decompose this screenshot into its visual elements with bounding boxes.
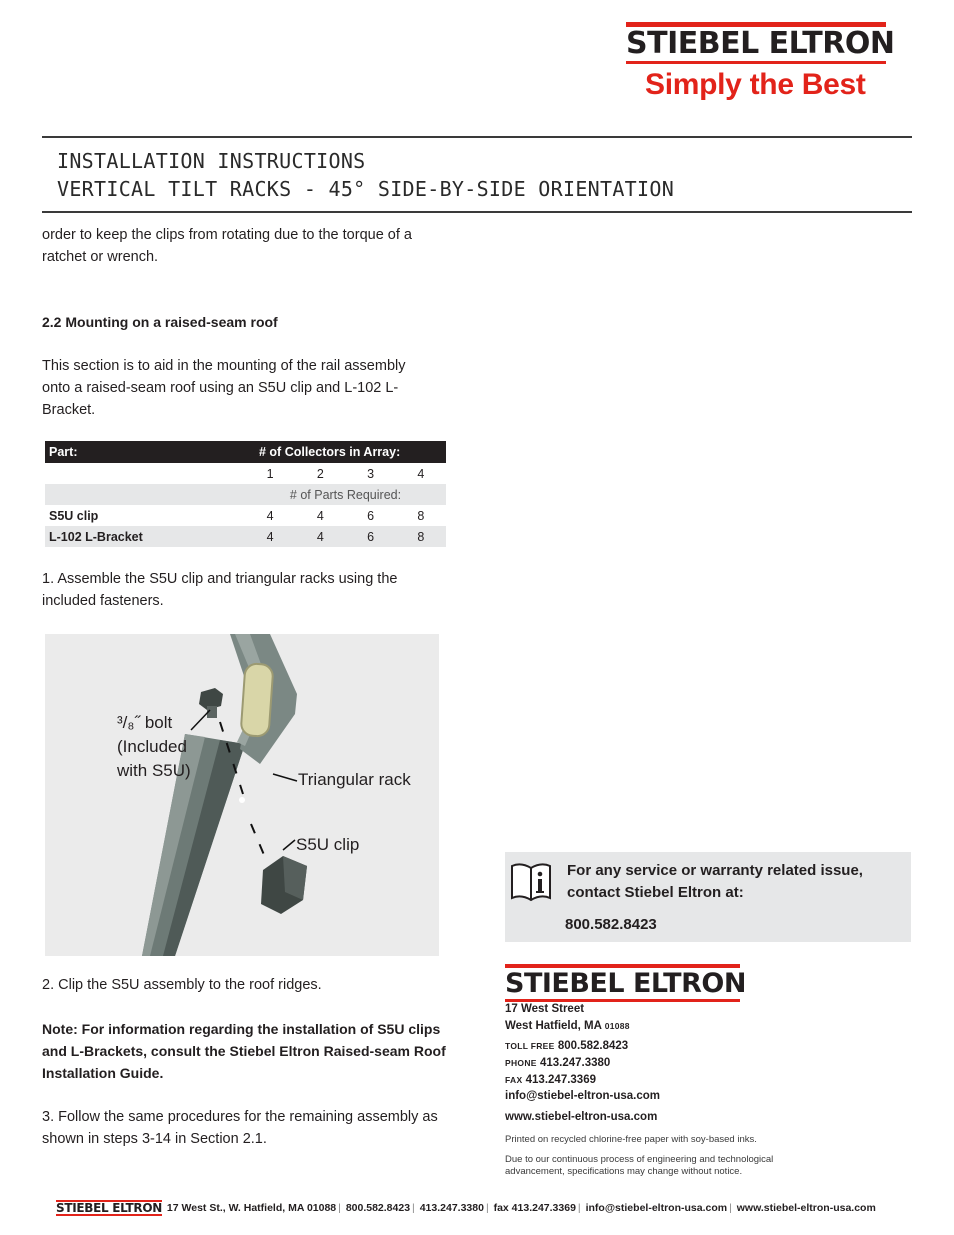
fax-number: 413.247.3369 [525,1074,596,1086]
table-row [45,526,446,547]
clip-pointer-line [283,840,295,850]
table-row-subheader [45,484,446,505]
footer-address: 17 West St., W. Hatfield, MA 01088 [166,1201,337,1214]
table-cell-empty [45,463,245,484]
assembly-figure [45,634,439,956]
contact-phone: 800.582.8423 [565,916,657,933]
table-subheader: # of Parts Required: [245,484,446,505]
table-cell: 8 [417,508,425,523]
toll-free-label: TOLL FREE [505,1041,555,1051]
parts-table [45,441,446,547]
step-2: 2. Clip the S5U assembly to the roof ridges. [42,977,322,993]
footer-separator: | [729,1201,732,1214]
table-cell: 3 [367,466,375,481]
step-1: 1. Assemble the S5U clip and triangular racks using the included fasteners. [42,571,398,609]
brand-logo-small [505,964,746,1002]
footer-fax: fax 413.247.3369 [493,1201,576,1214]
fax-label: FAX [505,1075,523,1085]
rack-label: Triangular rack [298,770,411,789]
guide-line-clip [251,824,267,862]
rail-hole [239,797,245,803]
table-cell: 1 [266,466,274,481]
footer-phone: 413.247.3380 [419,1201,484,1214]
footer-logo: STIEBEL ELTRON [56,1201,162,1215]
footer-toll-free: 800.582.8423 [345,1201,411,1214]
table-cell: 6 [346,526,396,547]
table-header-row [45,441,446,463]
address-toll-free [505,1040,628,1052]
footer [56,1200,876,1216]
table-header-collectors: # of Collectors in Array: [245,441,446,463]
section-intro: This section is to aid in the mounting of the rail assembly onto a raised-seam roof using an S5U clip and L-102 L-Bracket. [42,358,406,418]
phone-number: 413.247.3380 [539,1057,611,1069]
step-3: 3. Follow the same procedures for the remaining assembly as shown in steps 3-14 in Section 2.1. [42,1109,438,1147]
disclaimer: Due to our continuous process of engineering and technological advancement, specifications may change without notice. [505,1154,774,1177]
header-rule-top [42,136,912,138]
footer-separator: | [485,1201,489,1214]
address-phone [505,1057,610,1069]
table-cell: 4 [245,526,295,547]
info-book-icon [509,860,553,902]
clip-label: S5U clip [296,835,360,854]
footer-separator: | [412,1201,415,1214]
assembly-illustration [45,634,439,956]
table-header-part: Part: [45,441,245,463]
phone-label: PHONE [505,1058,537,1068]
bolt-label [117,711,191,783]
logo-bottom-bar [626,61,886,64]
brand-slogan: Simply the Best [645,68,866,101]
footer-website-link[interactable]: www.stiebel-eltron-usa.com [736,1201,876,1214]
bolt-pointer-line [191,710,210,730]
address-street: 17 West Street [505,1003,585,1015]
footer-email-link[interactable]: info@stiebel-eltron-usa.com [585,1201,728,1214]
rack-pointer-line [273,774,297,781]
bolt-label-line: (Included [117,737,187,756]
address-zip: 01088 [604,1021,630,1031]
bolt-label-line: ³/₈˝ bolt [117,713,173,732]
address-fax [505,1074,596,1086]
footer-separator: | [577,1201,581,1214]
document-subtitle: VERTICAL TILT RACKS - 45° SIDE-BY-SIDE ORIENTATION [57,177,675,201]
brand-logo [626,22,895,64]
rack-pad [241,663,274,737]
document-title: INSTALLATION INSTRUCTIONS [57,149,366,173]
email-link[interactable]: info@stiebel-eltron-usa.com [505,1090,660,1102]
table-cell-part: S5U clip [49,508,99,523]
toll-free-number: 800.582.8423 [557,1040,629,1052]
table-row [45,505,446,526]
table-cell: 4 [417,466,425,481]
header-rule-bottom [42,211,912,213]
table-cell: 4 [316,508,324,523]
table-cell: 4 [295,526,345,547]
section-heading: 2.2 Mounting on a raised-seam roof [42,314,278,330]
table-cell-part: L-102 L-Bracket [45,526,245,547]
logo-wordmark: STIEBEL ELTRON [626,26,895,61]
table-cell: 6 [367,508,375,523]
table-row-collector-counts [45,463,446,484]
table-cell-empty [45,484,245,505]
contact-message: For any service or warranty related issue, contact Stiebel Eltron at: [567,862,863,901]
continuation-paragraph: order to keep the clips from rotating due to the torque of a ratchet or wrench. [42,227,412,265]
table-cell: 8 [396,526,446,547]
website-link[interactable]: www.stiebel-eltron-usa.com [505,1111,658,1123]
bolt-label-line: with S5U) [117,761,191,780]
table-cell: 4 [266,508,274,523]
footer-separator: | [338,1201,341,1214]
logo-bottom-bar [505,999,740,1002]
logo-wordmark: STIEBEL ELTRON [505,968,746,999]
installation-note: Note: For information regarding the installation of S5U clips and L-Brackets, consult the Stiebel Eltron Raised-seam Roof Installation Guide. [42,1021,446,1081]
table-cell: 2 [316,466,324,481]
recycled-note: Printed on recycled chlorine-free paper with soy-based inks. [505,1134,757,1145]
address-city: West Hatfield, MA [505,1020,602,1032]
address-city-line [505,1020,630,1032]
